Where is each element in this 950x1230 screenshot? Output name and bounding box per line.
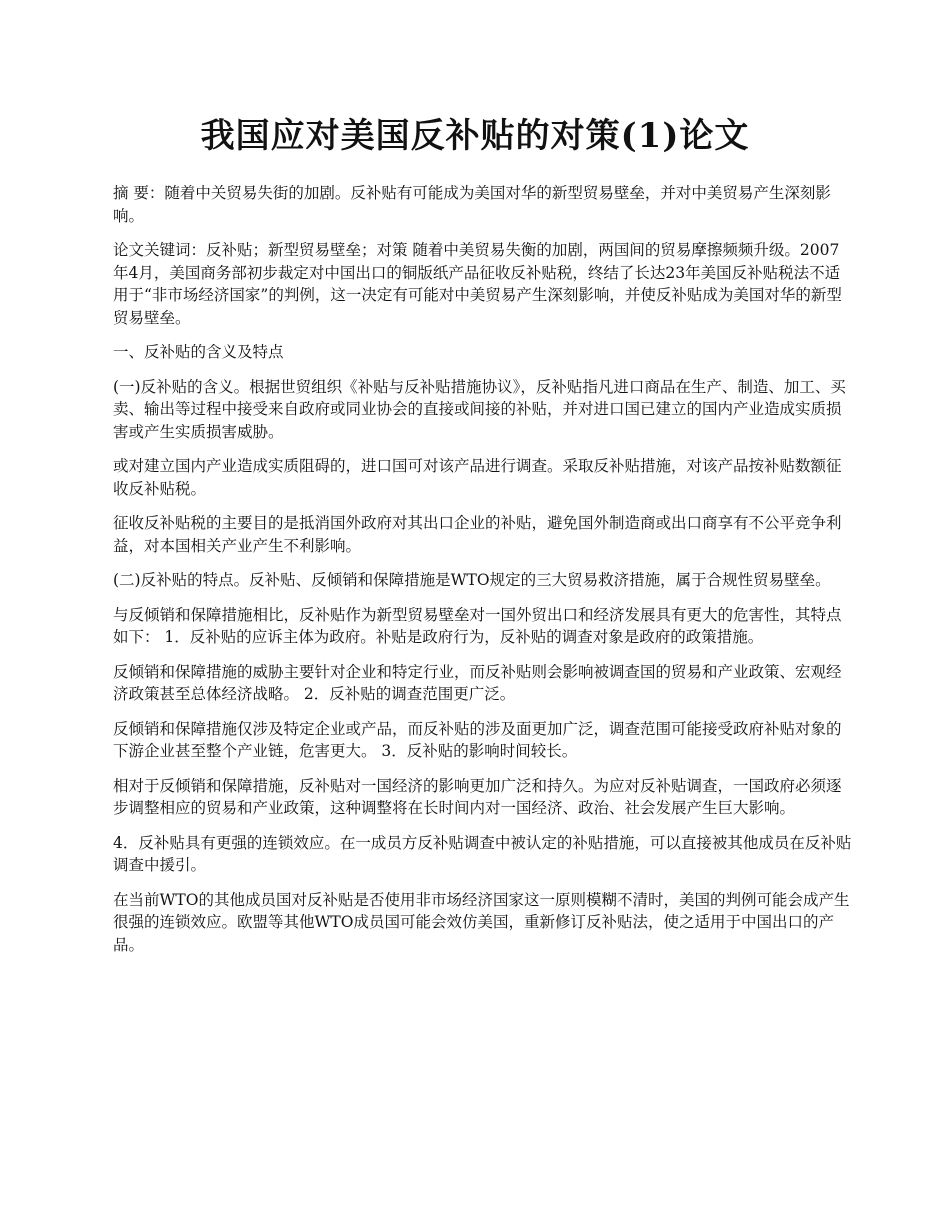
abstract-paragraph: 摘 要：随着中关贸易失街的加剧。反补贴有可能成为美国对华的新型贸易壁垒，并对中美贸易产生深刻影响。 xyxy=(113,184,831,225)
body-paragraph: 4．反补贴具有更强的连锁效应。在一成员方反补贴调查中被认定的补贴措施，可以直接被其他成员在反补贴调查中援引。 xyxy=(113,833,852,874)
document-body xyxy=(113,182,853,968)
body-paragraph: 与反倾销和保障措施相比，反补贴作为新型贸易壁垒对一国外贸出口和经济发展具有更大的危害性，其特点如下： 1．反补贴的应诉主体为政府。补贴是政府行为，反补贴的调查对象是政府的政策措施。 xyxy=(113,605,842,646)
body-paragraph: 相对于反倾销和保障措施，反补贴对一国经济的影响更加广泛和持久。为应对反补贴调查，一国政府必须逐步调整相应的贸易和产业政策，这种调整将在长时间内对一国经济、政治、社会发展产生巨大影响。 xyxy=(113,776,842,817)
body-paragraph: (一)反补贴的含义。根据世贸组织《补贴与反补贴措施协议》，反补贴指凡进口商品在生产、制造、加工、买卖、输出等过程中接受来自政府或同业协会的直接或间接的补贴，并对进口国已建立的国内产业造成实质损害或产生实质损害威胁。 xyxy=(113,377,846,441)
body-paragraph: 征收反补贴税的主要目的是抵消国外政府对其出口企业的补贴，避免国外制造商或出口商享有不公平竞争利益，对本国相关产业产生不利影响。 xyxy=(113,514,842,555)
body-paragraph: (二)反补贴的特点。反补贴、反倾销和保障措施是WTO规定的三大贸易救济措施，属于合规性贸易壁垒。 xyxy=(113,571,831,589)
body-paragraph: 反倾销和保障措施的威胁主要针对企业和特定行业，而反补贴则会影响被调查国的贸易和产业政策、宏观经济政策甚至总体经济战略。 2．反补贴的调查范围更广泛。 xyxy=(113,662,842,703)
body-paragraph: 在当前WTO的其他成员国对反补贴是否使用非市场经济国家这一原则模糊不清时，美国的判例可能会成产生很强的连锁效应。欧盟等其他WTO成员国可能会效仿美国，重新修订反补贴法，使之适用于中国出口的产品。 xyxy=(113,890,850,954)
document-title: 我国应对美国反补贴的对策(1)论文 xyxy=(200,116,750,156)
section-heading-1: 一、反补贴的含义及特点 xyxy=(113,343,284,361)
body-paragraph: 或对建立国内产业造成实质阻碍的，进口国可对该产品进行调查。采取反补贴措施，对该产品按补贴数额征收反补贴税。 xyxy=(113,457,842,498)
keywords-paragraph: 论文关键词：反补贴；新型贸易壁垒；对策 随着中美贸易失衡的加剧，两国间的贸易摩擦频频升级。2007年4月，美国商务部初步裁定对中国出口的铜版纸产品征收反补贴税，终结了长达23年美国反补贴税法不适用于“非市场经济国家”的判例，这一决定有可能对中美贸易产生深刻影响，并使反补贴成为美国对华的新型贸易壁垒。 xyxy=(113,241,842,327)
body-paragraph: 反倾销和保障措施仅涉及特定企业或产品，而反补贴的涉及面更加广泛，调查范围可能接受政府补贴对象的下游企业甚至整个产业链，危害更大。 3．反补贴的影响时间较长。 xyxy=(113,719,842,760)
